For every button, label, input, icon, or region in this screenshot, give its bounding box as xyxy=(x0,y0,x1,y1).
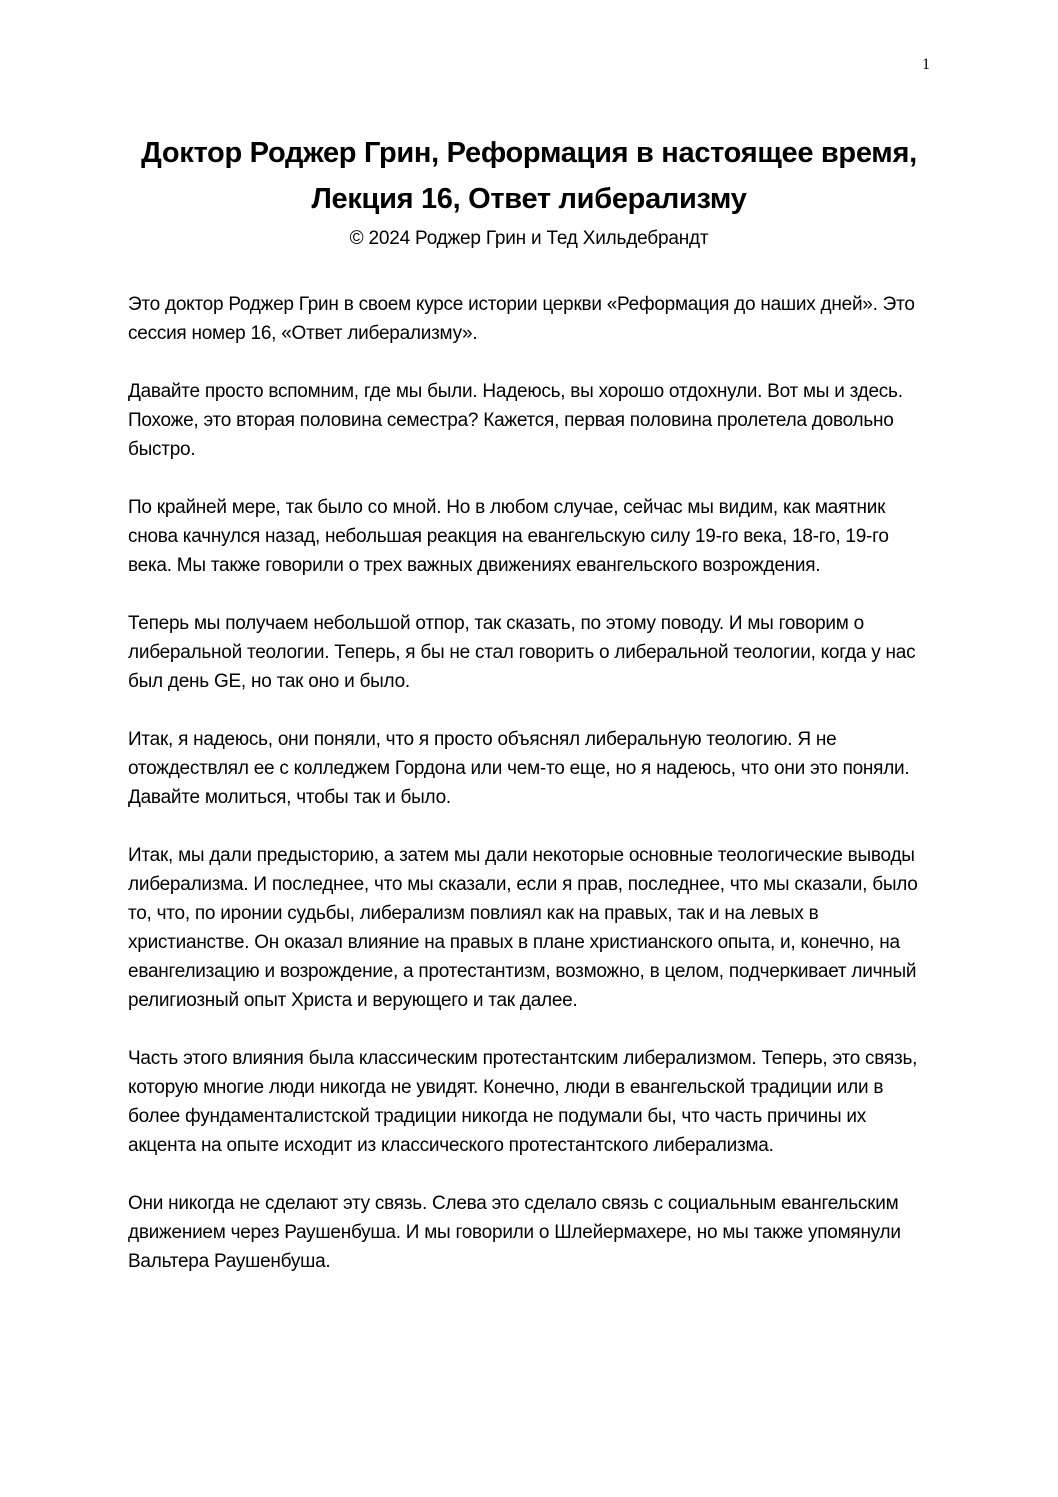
copyright-line: © 2024 Роджер Грин и Тед Хильдебрандт xyxy=(349,228,709,249)
paragraph: Часть этого влияния была классическим протестантским либерализмом. Теперь, это связь, которую многие люди никогда не увидят. Конечно, люди в евангельской традиции или в более фундаменталистской традиции никогда не подумали бы, что часть причины их акцента на опыте исходит из классического протестантского либерализма. xyxy=(128,1048,918,1156)
paragraph: Они никогда не сделают эту связь. Слева это сделало связь с социальным евангельским движением через Раушенбуша. И мы говорили о Шлейермахере, но мы также упомянули Вальтера Раушенбуша. xyxy=(128,1193,901,1272)
paragraph: Итак, мы дали предысторию, а затем мы дали некоторые основные теологические выводы либерализма. И последнее, что мы сказали, если я прав, последнее, что мы сказали, было то, что, по иронии судьбы, либерализм повлиял как на правых, так и на левых в христианстве. Он оказал влияние на правых в плане христианского опыта, и, конечно, на евангелизацию и возрождение, а протестантизм, возможно, в целом, подчеркивает личный религиозный опыт Христа и верующего и так далее. xyxy=(128,845,918,1011)
document-title: Доктор Роджер Грин, Реформация в настоящее время, Лекция 16, Ответ либерализму xyxy=(141,137,917,215)
paragraph: Теперь мы получаем небольшой отпор, так сказать, по этому поводу. И мы говорим о либеральной теологии. Теперь, я бы не стал говорить о либеральной теологии, когда у нас был день GE, но так оно и было. xyxy=(128,613,916,692)
paragraph: Давайте просто вспомним, где мы были. Надеюсь, вы хорошо отдохнули. Вот мы и здесь. Похоже, это вторая половина семестра? Кажется, первая половина пролетела довольно быстро. xyxy=(128,381,903,460)
document-body xyxy=(128,290,930,1276)
document-content xyxy=(128,0,930,1305)
paragraph: По крайней мере, так было со мной. Но в любом случае, сейчас мы видим, как маятник снова качнулся назад, небольшая реакция на евангельскую силу 19-го века, 18-го, 19-го века. Мы также говорили о трех важных движениях евангельского возрождения. xyxy=(128,497,889,576)
paragraph: Итак, я надеюсь, они поняли, что я просто объяснял либеральную теологию. Я не отождествлял ее с колледжем Гордона или чем-то еще, но я надеюсь, что они это поняли. Давайте молиться, чтобы так и было. xyxy=(128,729,910,808)
paragraph: Это доктор Роджер Грин в своем курсе истории церкви «Реформация до наших дней». Это сессия номер 16, «Ответ либерализму». xyxy=(128,294,915,344)
page-number: 1 xyxy=(922,56,930,73)
